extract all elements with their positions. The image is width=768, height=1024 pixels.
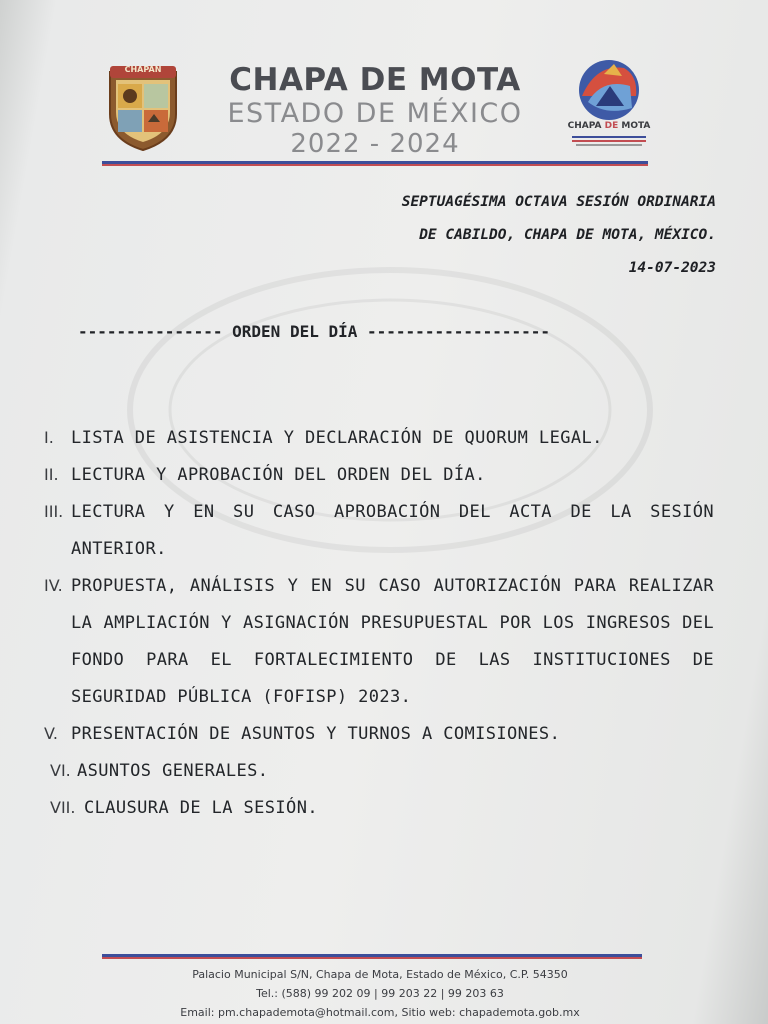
agenda-item-number: II.: [44, 465, 59, 484]
logo-caption: [566, 121, 652, 131]
heading-dashes-right: -------------------: [367, 322, 551, 341]
agenda-item-text: PROPUESTA, ANÁLISIS Y EN SU CASO AUTORIZACIÓN PARA REALIZAR LA AMPLIACIÓN Y ASIGNACIÓN PRESUPUESTAL POR LOS INGRESOS DEL FONDO PARA EL FORTALECIMIENTO DE LAS INSTITUCIONES DE SEGURIDAD PÚBLICA (FOFISP) 2023.: [71, 576, 714, 707]
logo-caption-chapa: CHAPA: [567, 121, 602, 131]
agenda-item-number: V.: [44, 724, 58, 743]
municipal-coat-of-arms-icon: [104, 62, 182, 152]
agenda-item-number: III.: [44, 502, 64, 521]
agenda-list: [44, 420, 714, 827]
footer-email-web: Email: pm.chapademota@hotmail.com, Sitio web: chapademota.gob.mx: [180, 1006, 580, 1019]
session-info: [402, 186, 716, 285]
agenda-item-text: LECTURA Y APROBACIÓN DEL ORDEN DEL DÍA.: [71, 465, 486, 485]
agenda-heading: [78, 322, 698, 341]
agenda-item-number: I.: [44, 428, 54, 447]
agenda-item-number: IV.: [44, 576, 63, 595]
agenda-item-text: CLAUSURA DE LA SESIÓN.: [84, 798, 318, 818]
session-line-2: DE CABILDO, CHAPA DE MOTA, MÉXICO.: [419, 227, 716, 243]
footer-phone: Tel.: (588) 99 202 09 | 99 203 22 | 99 203 63: [256, 987, 504, 1000]
state-subtitle: ESTADO DE MÉXICO: [227, 98, 523, 129]
agenda-item-text: LISTA DE ASISTENCIA Y DECLARACIÓN DE QUORUM LEGAL.: [71, 428, 603, 448]
agenda-item: [50, 753, 720, 790]
agenda-item-number: VI.: [50, 761, 71, 780]
agenda-item-text: LECTURA Y EN SU CASO APROBACIÓN DEL ACTA DE LA SESIÓN ANTERIOR.: [71, 502, 714, 559]
logo-caption-mota: MOTA: [621, 121, 651, 131]
logo-caption-de: DE: [604, 121, 619, 131]
seal-label: CHAPAN: [124, 65, 162, 74]
footer-contact: [130, 965, 630, 1022]
agenda-item-text: ASUNTOS GENERALES.: [77, 761, 269, 781]
header-divider-red: [102, 164, 648, 166]
agenda-item: [44, 420, 714, 457]
agenda-item-number: VII.: [50, 798, 76, 817]
agenda-item: [50, 790, 720, 827]
agenda-item: [44, 568, 714, 716]
heading-label: ORDEN DEL DÍA: [232, 322, 358, 341]
session-date: 14-07-2023: [628, 260, 716, 276]
header-text-block: [200, 62, 550, 159]
municipality-title: CHAPA DE MOTA: [229, 62, 521, 98]
administration-years: 2022 - 2024: [290, 129, 460, 159]
agenda-item: [44, 494, 714, 568]
heading-dashes-left: ---------------: [78, 322, 223, 341]
footer-address: Palacio Municipal S/N, Chapa de Mota, Estado de México, C.P. 54350: [192, 968, 568, 981]
agenda-item: [44, 457, 714, 494]
session-line-1: SEPTUAGÉSIMA OCTAVA SESIÓN ORDINARIA: [401, 194, 716, 210]
chapa-de-mota-logo-icon: [566, 56, 652, 154]
agenda-item: [44, 716, 714, 753]
footer-divider-red: [102, 957, 642, 959]
agenda-item-text: PRESENTACIÓN DE ASUNTOS Y TURNOS A COMISIONES.: [71, 724, 561, 744]
